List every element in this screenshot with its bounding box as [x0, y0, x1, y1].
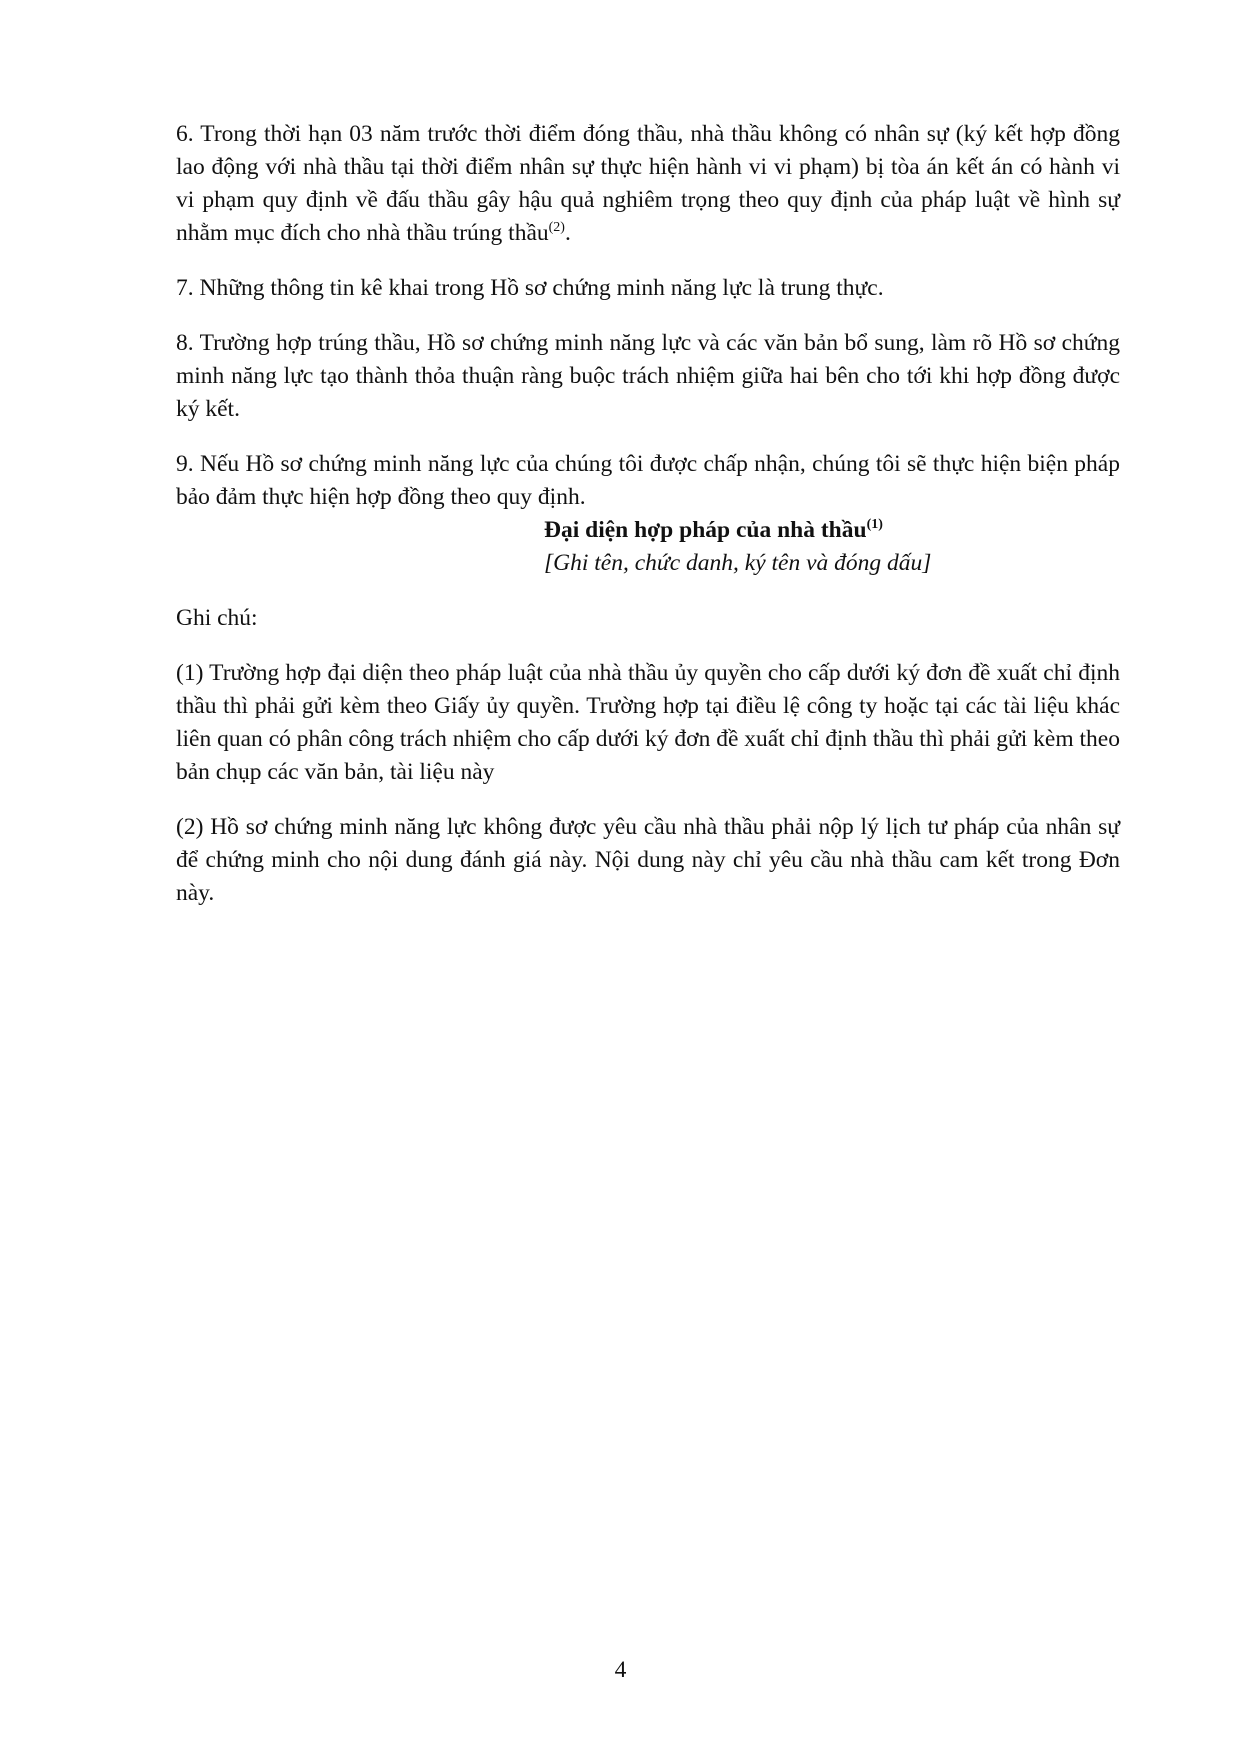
signature-block: [544, 514, 1120, 580]
footnote-ref-2: (2): [548, 220, 565, 236]
item-6-end: .: [564, 220, 571, 246]
item-6-paragraph: [176, 118, 1120, 250]
item-6-text: 6. Trong thời hạn 03 năm trước thời điểm đóng thầu, nhà thầu không có nhân sự (ký kết hợp đồng lao động với nhà thầu tại thời điểm nhân sự thực hiện hành vi vi phạm) bị tòa án kết án có hành vi vi phạm quy định về đấu thầu gây hậu quả nghiêm trọng theo quy định của pháp luật về hình sự nhằm mục đích cho nhà thầu trúng thầu: [176, 121, 1120, 246]
note-1-paragraph: (1) Trường hợp đại diện theo pháp luật của nhà thầu ủy quyền cho cấp dưới ký đơn đề xuất chỉ định thầu thì phải gửi kèm theo Giấy ủy quyền. Trường hợp tại điều lệ công ty hoặc tại các tài liệu khác liên quan có phân công trách nhiệm cho cấp dưới ký đơn đề xuất chỉ định thầu thì phải gửi kèm theo bản chụp các văn bản, tài liệu này: [176, 660, 1120, 785]
signature-instruction: [Ghi tên, chức danh, ký tên và đóng dấu]: [544, 550, 932, 576]
item-8-paragraph: 8. Trường hợp trúng thầu, Hồ sơ chứng minh năng lực và các văn bản bổ sung, làm rõ Hồ sơ chứng minh năng lực tạo thành thỏa thuận ràng buộc trách nhiệm giữa hai bên cho tới khi hợp đồng được ký kết.: [176, 330, 1120, 422]
footnote-ref-1: (1): [866, 517, 883, 533]
page-number: 4: [614, 1657, 627, 1683]
item-9-paragraph: 9. Nếu Hồ sơ chứng minh năng lực của chúng tôi được chấp nhận, chúng tôi sẽ thực hiện biện pháp bảo đảm thực hiện hợp đồng theo quy định.: [176, 451, 1120, 510]
note-2-paragraph: (2) Hồ sơ chứng minh năng lực không được yêu cầu nhà thầu phải nộp lý lịch tư pháp của nhân sự để chứng minh cho nội dung đánh giá này. Nội dung này chỉ yêu cầu nhà thầu cam kết trong Đơn này.: [176, 814, 1120, 906]
signature-title: [544, 514, 1120, 547]
item-7-paragraph: 7. Những thông tin kê khai trong Hồ sơ chứng minh năng lực là trung thực.: [176, 275, 884, 301]
document-page: [176, 118, 1120, 932]
signature-title-text: Đại diện hợp pháp của nhà thầu: [544, 517, 867, 543]
notes-heading: Ghi chú:: [176, 605, 258, 631]
